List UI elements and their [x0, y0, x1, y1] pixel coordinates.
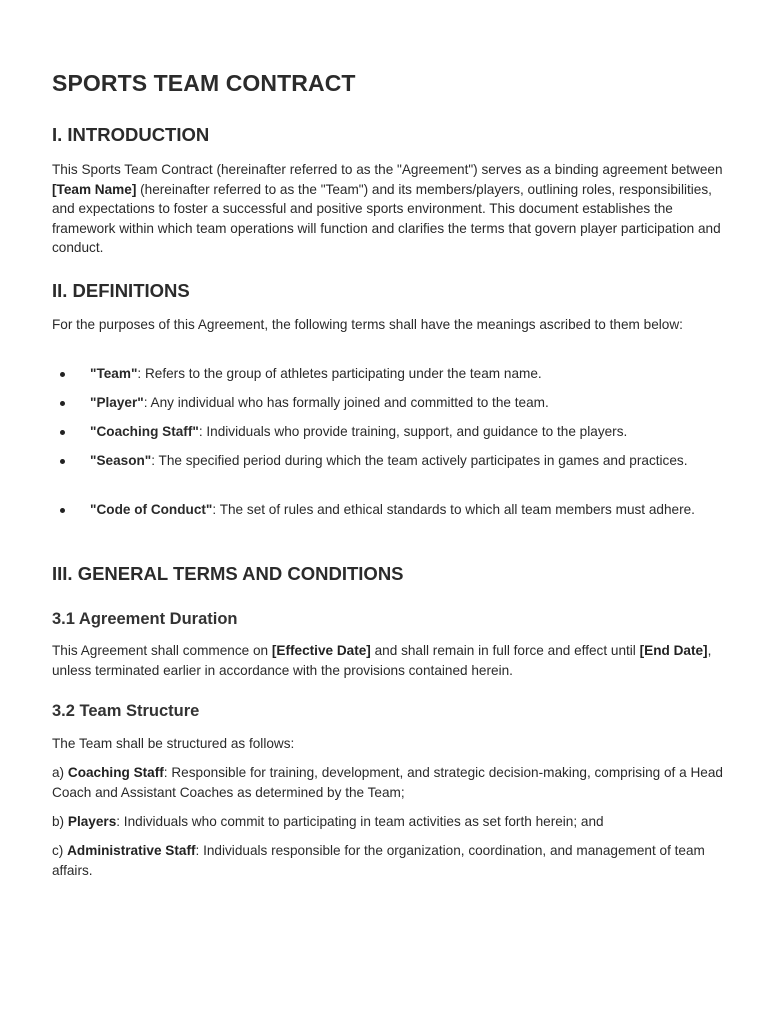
structure-item-text: : Individuals who commit to participating in team activities as set forth herein; and	[116, 814, 604, 829]
agreement-duration-paragraph	[52, 641, 724, 680]
subsection-heading-team-structure: 3.2 Team Structure	[52, 702, 200, 720]
duration-text-c: , unless terminated earlier in accordance with the provisions contained herein.	[52, 643, 712, 678]
section-heading-introduction: I. INTRODUCTION	[52, 124, 210, 145]
structure-item-term: Administrative Staff	[67, 843, 196, 858]
section-heading-general-terms: III. GENERAL TERMS AND CONDITIONS	[52, 563, 404, 584]
end-date-placeholder: [End Date]	[639, 643, 708, 658]
duration-text-b: and shall remain in full force and effect until	[370, 643, 640, 658]
subsection-heading-agreement-duration: 3.1 Agreement Duration	[52, 610, 238, 628]
definitions-lead-paragraph: For the purposes of this Agreement, the following terms shall have the meanings ascribed to them below:	[52, 317, 683, 332]
section-heading-definitions: II. DEFINITIONS	[52, 280, 190, 301]
structure-item-text: : Responsible for training, development, and strategic decision-making, comprising of a Head Coach and Assistant Coaches as determined by the Team;	[52, 765, 723, 800]
duration-text-a: This Agreement shall commence on	[52, 643, 272, 658]
structure-item-players	[52, 812, 724, 832]
structure-item-coaching-staff	[52, 763, 724, 802]
bullet-icon	[60, 401, 65, 406]
bullet-icon	[60, 372, 65, 377]
definition-term: "Team"	[90, 366, 138, 381]
effective-date-placeholder: [Effective Date]	[271, 643, 371, 658]
bullet-icon	[60, 430, 65, 435]
definition-text: : The set of rules and ethical standards to which all team members must adhere.	[212, 502, 695, 517]
definition-term: "Player"	[90, 395, 144, 410]
introduction-paragraph	[52, 160, 724, 258]
team-structure-lead: The Team shall be structured as follows:	[52, 736, 295, 751]
structure-item-prefix: b)	[52, 814, 68, 829]
structure-item-prefix: c)	[52, 843, 68, 858]
bullet-icon	[60, 459, 65, 464]
intro-text-end: (hereinafter referred to as the "Team") and its members/players, outlining roles, responsibilities, and expectations to foster a successful and positive sports environment. This document establishes the framework within which team operations will function and clarifies the terms that govern player participation and conduct.	[52, 181, 721, 256]
definition-text: : The specified period during which the team actively participates in games and practices.	[151, 453, 688, 468]
structure-item-prefix: a)	[52, 765, 68, 780]
document-title: SPORTS TEAM CONTRACT	[52, 70, 356, 96]
structure-item-text: : Individuals responsible for the organization, coordination, and management of team affairs.	[52, 843, 705, 878]
definition-text: : Any individual who has formally joined and committed to the team.	[143, 395, 549, 410]
bullet-icon	[60, 508, 65, 513]
definition-term: "Code of Conduct"	[90, 502, 213, 517]
structure-item-administrative-staff	[52, 841, 724, 880]
definition-term: "Season"	[90, 453, 152, 468]
structure-item-term: Players	[67, 814, 117, 829]
definition-text: : Refers to the group of athletes participating under the team name.	[137, 366, 542, 381]
definition-term: "Coaching Staff"	[90, 424, 199, 439]
team-name-placeholder: [Team Name]	[52, 181, 137, 197]
definition-text: : Individuals who provide training, support, and guidance to the players.	[198, 424, 628, 439]
intro-text-start: This Sports Team Contract (hereinafter referred to as the "Agreement") serves as a binding agreement between	[52, 162, 723, 177]
structure-item-term: Coaching Staff	[67, 765, 164, 780]
